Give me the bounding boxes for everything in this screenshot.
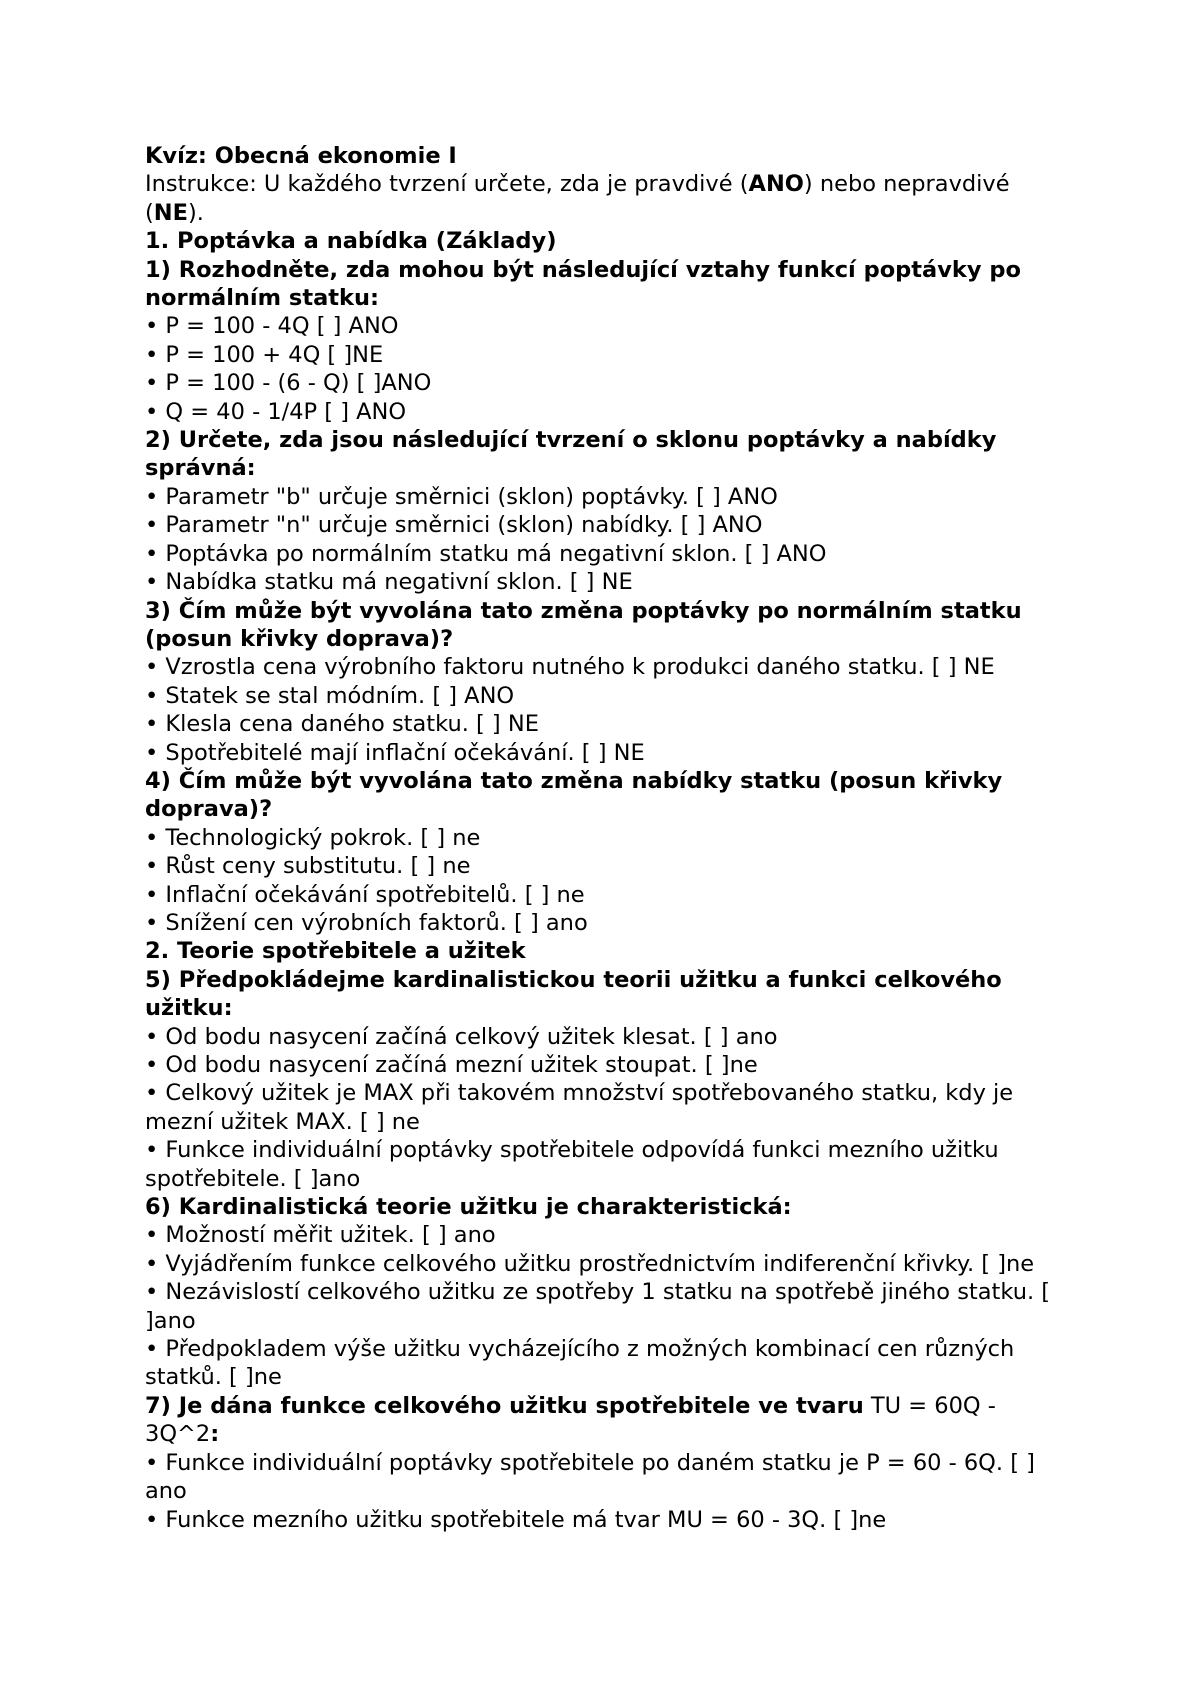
answer-item: • P = 100 - (6 - Q) [ ]ANO [145,370,432,397]
answer-item: • Snížení cen výrobních faktorů. [ ] ano [145,909,588,936]
answer-item: • Růst ceny substitutu. [ ] ne [145,853,471,880]
answer-item: • Inflační očekávání spotřebitelů. [ ] ne [145,881,585,908]
answer-item: • Spotřebitelé mají inflační očekávání. [ ] NE [145,739,645,766]
question-2: 2) Určete, zda jsou následující tvrzení o sklonu poptávky a nabídky správná: [145,427,997,482]
section-heading-1: 1. Poptávka a nabídka (Základy) [145,228,557,255]
answer-item: • Klesla cena daného statku. [ ] NE [145,711,539,738]
answer-item: • Technologický pokrok. [ ] ne [145,824,481,851]
answer-item: • Q = 40 - 1/4P [ ] ANO [145,398,407,425]
answer-item: • Funkce individuální poptávky spotřebitele po daném statku je P = 60 - 6Q. [ ] ano [145,1449,1035,1505]
instructions-suffix: ). [187,199,204,226]
answer-item: • Nezávislostí celkového užitku ze spotřeby 1 statku na spotřebě jiného statku. [ ]ano [145,1279,1051,1334]
document-body [145,142,1075,1534]
answer-item: • P = 100 + 4Q [ ]NE [145,341,384,368]
quiz-title: Kvíz: Obecná ekonomie I [145,143,457,169]
answer-item: • Vzrostla cena výrobního faktoru nutného k produkci daného statku. [ ] NE [145,654,995,681]
instructions [145,170,1075,227]
answer-item: • Funkce mezního užitku spotřebitele má tvar MU = 60 - 3Q. [ ]ne [145,1506,887,1533]
question-7 [145,1392,1075,1449]
answer-item: • Od bodu nasycení začíná celkový užitek klesat. [ ] ano [145,1023,778,1050]
question-3: 3) Čím může být vyvolána tato změna poptávky po normálním statku (posun křivky doprava)? [145,597,1022,652]
instructions-ano: ANO [748,171,804,198]
answer-item: • Předpokladem výše užitku vycházejícího z možných kombinací cen různých statků. [ ]ne [145,1336,1015,1391]
answer-item: • Nabídka statku má negativní sklon. [ ] NE [145,569,633,596]
instructions-prefix: Instrukce: U každého tvrzení určete, zda je pravdivé ( [145,171,749,198]
question-4: 4) Čím může být vyvolána tato změna nabídky statku (posun křivky doprava)? [145,767,1003,823]
answer-item: • Možností měřit užitek. [ ] ano [145,1222,496,1249]
question-7-formula: TU = 60Q - 3Q^2 [145,1392,996,1448]
question-7-text: 7) Je dána funkce celkového užitku spotřebitele ve tvaru [145,1392,864,1419]
question-6: 6) Kardinalistická teorie užitku je charakteristická: [145,1194,792,1221]
answer-item: • Vyjádřením funkce celkového užitku prostřednictvím indiferenční křivky. [ ]ne [145,1250,1035,1277]
section-heading-2: 2. Teorie spotřebitele a užitek [145,938,526,965]
instructions-ne: NE [153,199,188,226]
answer-item: • Od bodu nasycení začíná mezní užitek stoupat. [ ]ne [145,1052,758,1078]
question-7-end: : [210,1421,220,1448]
question-5: 5) Předpokládejme kardinalistickou teorii užitku a funkci celkového užitku: [145,966,1002,1022]
answer-item: • Parametr "n" určuje směrnici (sklon) nabídky. [ ] ANO [145,512,763,539]
instructions-middle: ) nebo nepravdivé ( [145,171,1010,226]
answer-item: • Statek se stal módním. [ ] ANO [145,682,515,709]
answer-item: • P = 100 - 4Q [ ] ANO [145,313,399,340]
answer-item: • Celkový užitek je MAX při takovém množství spotřebovaného statku, kdy je mezní užitek MAX. [ ] ne [145,1080,1014,1135]
question-1: 1) Rozhodněte, zda mohou být následující vztahy funkcí poptávky po normálním statku: [145,256,1021,312]
answer-item: • Funkce individuální poptávky spotřebitele odpovídá funkci mezního užitku spotřebitele. [ ]ano [145,1137,999,1192]
answer-item: • Parametr "b" určuje směrnici (sklon) poptávky. [ ] ANO [145,483,778,510]
answer-item: • Poptávka po normálním statku má negativní sklon. [ ] ANO [145,540,827,567]
